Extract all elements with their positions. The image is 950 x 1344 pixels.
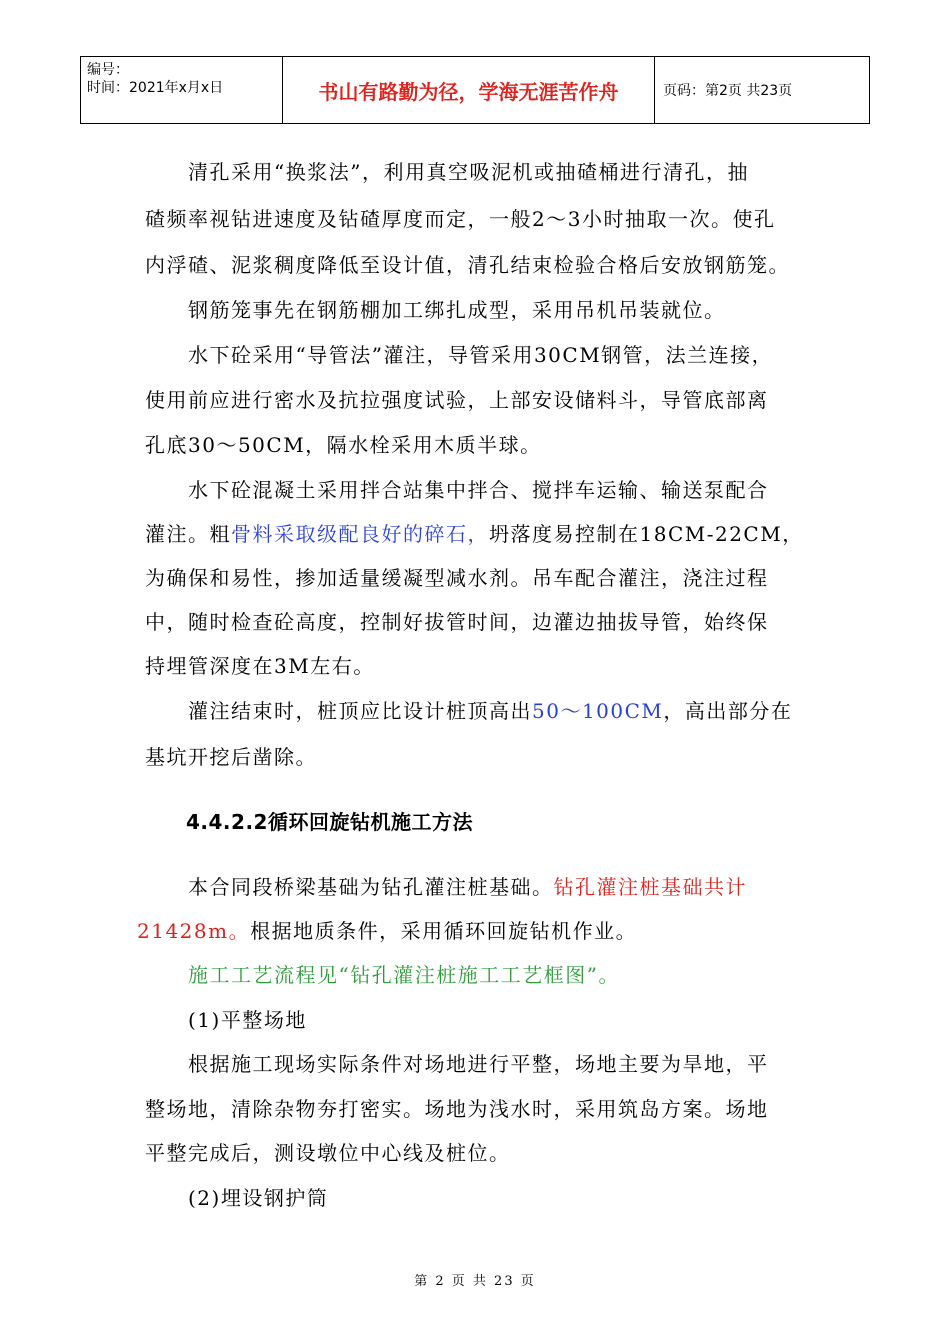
body-line	[145, 699, 792, 723]
body-text: 本合同段桥梁基础为钻孔灌注桩基础。	[145, 875, 554, 899]
highlighted-text: 21428m。	[137, 919, 251, 943]
section-heading: 4.4.2.2循环回旋钻机施工方法	[186, 810, 473, 834]
body-text: 灌注结束时，桩顶应比设计桩顶高出	[145, 699, 532, 723]
highlighted-text: 50～100CM	[532, 699, 664, 723]
page-header	[80, 56, 870, 124]
header-meta	[81, 57, 283, 123]
doc-number-label: 编号：	[87, 62, 129, 78]
header-page-info: 页码：第2页 共23页	[663, 83, 793, 99]
body-line: 水下砼混凝土采用拌合站集中拌合、搅拌车运输、输送泵配合	[145, 478, 769, 502]
body-line: 根据施工现场实际条件对场地进行平整，场地主要为旱地，平	[145, 1052, 769, 1076]
body-line: 孔底30～50CM，隔水栓采用木质半球。	[145, 433, 542, 457]
highlighted-text: 钻孔灌注桩基础共计	[553, 875, 747, 899]
body-line: 持埋管深度在3M左右。	[145, 654, 375, 678]
body-line: 整场地，清除杂物夯打密实。场地为浅水时，采用筑岛方案。场地	[145, 1097, 769, 1121]
body-line: 碴频率视钻进速度及钻碴厚度而定，一般2～3小时抽取一次。使孔	[145, 207, 776, 231]
highlighted-text: 骨料采取级配良好的碎石，	[231, 522, 489, 546]
body-line	[137, 919, 637, 943]
body-line: 平整完成后，测设墩位中心线及桩位。	[145, 1141, 511, 1165]
body-text: ，高出部分在	[663, 699, 793, 723]
body-text: 根据地质条件，采用循环回旋钻机作业。	[250, 919, 638, 943]
page-footer: 第 2 页 共 23 页	[414, 1274, 536, 1289]
body-line: 钢筋笼事先在钢筋棚加工绑扎成型，采用吊机吊装就位。	[145, 298, 726, 322]
body-line: 清孔采用“换浆法”，利用真空吸泥机或抽碴桶进行清孔，抽	[145, 160, 749, 184]
list-heading: (2)埋设钢护筒	[145, 1186, 329, 1210]
body-text: 灌注。粗	[145, 522, 231, 546]
body-text: 坍落度易控制在18CM-22CM，	[489, 522, 804, 546]
doc-time-label: 时间：2021年x月x日	[87, 80, 224, 96]
body-line: 基坑开挖后凿除。	[145, 745, 317, 769]
body-line: 施工工艺流程见“钻孔灌注桩施工工艺框图”。	[145, 963, 620, 987]
body-line: 中，随时检查砼高度，控制好拔管时间，边灌边抽拔导管，始终保	[145, 610, 769, 634]
header-motto: 书山有路勤为径，学海无涯苦作舟	[283, 57, 655, 123]
body-line: 使用前应进行密水及抗拉强度试验，上部安设储料斗，导管底部离	[145, 388, 769, 412]
body-line: 内浮碴、泥浆稠度降低至设计值，清孔结束检验合格后安放钢筋笼。	[145, 253, 790, 277]
list-heading: (1)平整场地	[145, 1008, 307, 1032]
body-line	[145, 875, 747, 899]
body-line: 水下砼采用“导管法”灌注，导管采用30CM钢管，法兰连接，	[145, 343, 774, 367]
body-line: 为确保和易性，掺加适量缓凝型减水剂。吊车配合灌注，浇注过程	[145, 566, 769, 590]
body-line	[145, 522, 804, 546]
